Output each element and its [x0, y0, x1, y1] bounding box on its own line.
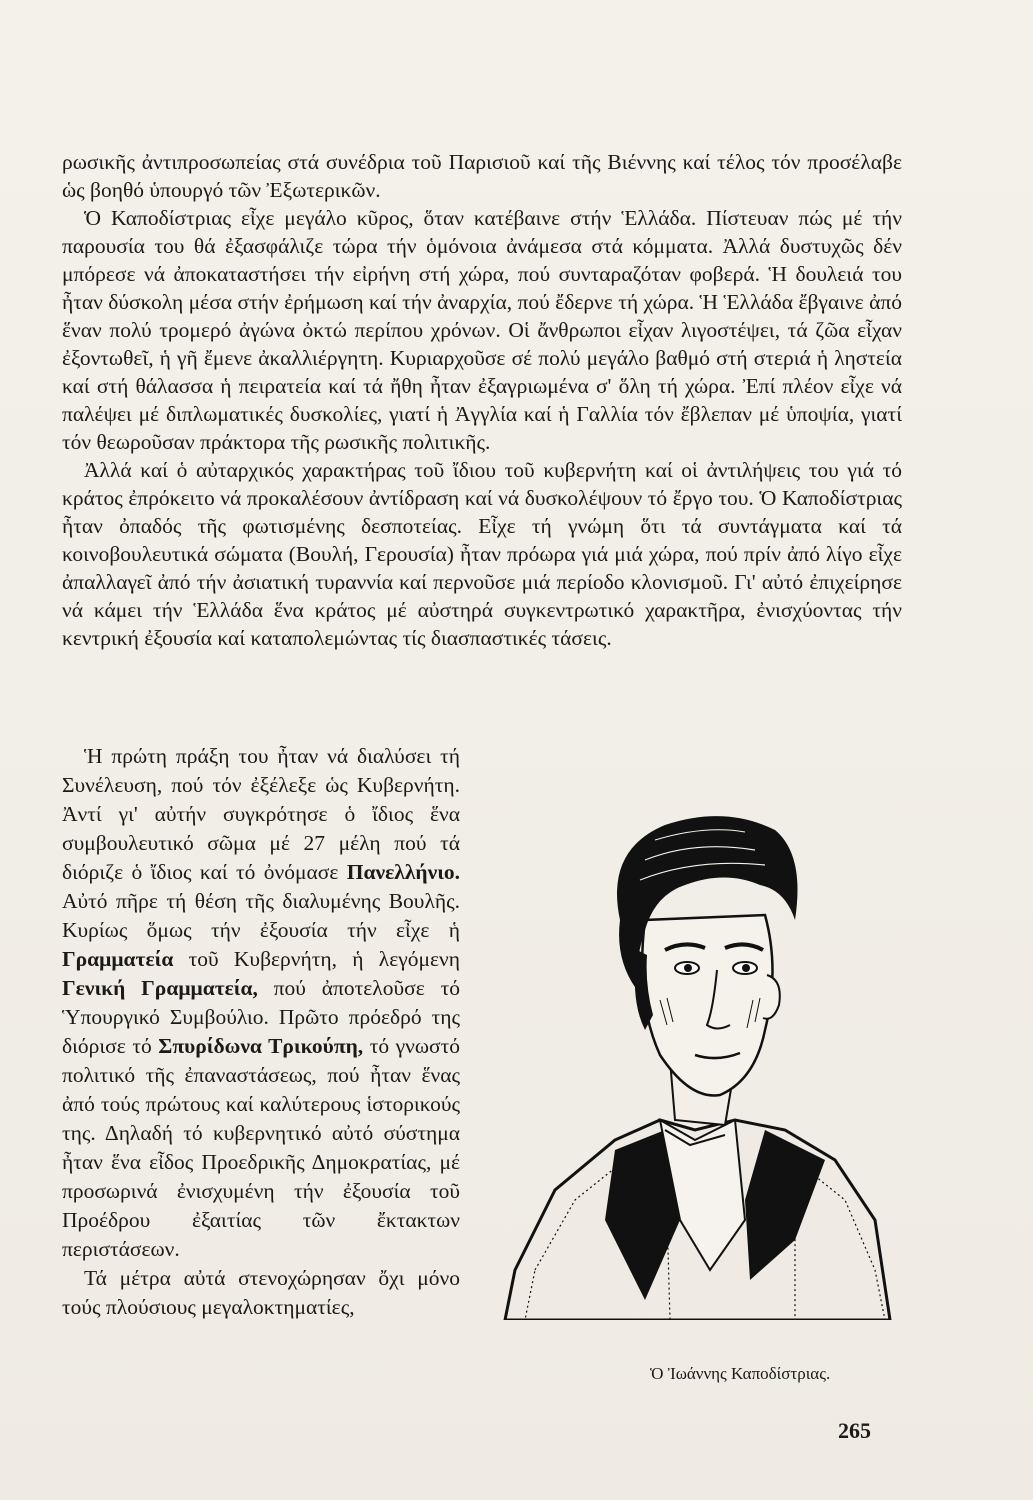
bold-term: Πανελλήνιο.: [346, 860, 460, 884]
column-text: [62, 742, 460, 1322]
text-run: τοῦ Κυβερνήτη, ἡ λεγόμενη: [173, 947, 460, 971]
text-run: πού ἀποτελοῦσε τό Ὑπουργικό Συμβούλιο. Πρῶτο πρόεδρό της διόρισε τό: [62, 976, 460, 1058]
portrait-illustration: [495, 800, 895, 1320]
text-run: Αὐτό πῆρε τή θέση τῆς διαλυμένης Βουλῆς. Κυρίως ὅμως τήν ἐξουσία τήν εἶχε ἡ: [62, 889, 460, 942]
paragraph: Τά μέτρα αὐτά στενοχώρησαν ὄχι μόνο τούς πλούσιους μεγαλοκτηματίες,: [62, 1266, 460, 1319]
paragraph: ρωσικῆς ἀντιπροσωπείας στά συνέδρια τοῦ Παρισιοῦ καί τῆς Βιέννης καί τέλος τόν προσέλαβε ὡς βοηθό ὑπουργό τῶν Ἐξωτερικῶν.: [62, 150, 902, 202]
full-width-text: [62, 148, 902, 652]
text-run: τό γνωστό πολιτικό τῆς ἐπαναστάσεως, πού ἦταν ἕνας ἀπό τούς πρώτους καί καλύτερους ἱστορικούς της. Δηλαδή τό κυβερνητικό αὐτό σύστημα ἦταν ἕνα εἶδος Προεδρικῆς Δημοκρατίας, μέ προσωρινά ἐνισχυμένη τήν ἐξουσία τοῦ Προέδρου ἐξαιτίας τῶν ἔκτακτων περιστάσεων.: [62, 1034, 461, 1261]
bold-term: Σπυρίδωνα Τρικούπη,: [158, 1034, 364, 1058]
paragraph: Ἀλλά καί ὁ αὐταρχικός χαρακτήρας τοῦ ἴδιου τοῦ κυβερνήτη καί οἱ ἀντιλήψεις του γιά τό κράτος ἐπρόκειτο νά προκαλέσουν ἀντίδραση καί νά δυσκολέψουν τό ἔργο του. Ὁ Καποδίστριας ἦταν ὀπαδός τῆς φωτισμένης δεσποτείας. Εἶχε τή γνώμη ὅτι τά συντάγματα καί τά κοινοβουλευτικά σώματα (Βουλή, Γερουσία) ἦταν πρόωρα γιά μιά χώρα, πού πρίν ἀπό λίγο εἶχε ἀπαλλαγεῖ ἀπό τήν ἀσιατική τυραννία καί περνοῦσε μιά περίοδο κλονισμοῦ. Γι' αὐτό ἐπιχείρησε νά κάμει τήν Ἑλλάδα ἕνα κράτος μέ αὐστηρά συγκεντρωτικό χαρακτῆρα, ἐνισχύοντας τήν κεντρική ἐξουσία καί καταπολεμώντας τίς διασπαστικές τάσεις.: [62, 458, 902, 650]
text-run: Ἡ πρώτη πράξη του ἦταν νά διαλύσει τή Συνέλευση, πού τόν ἐξέλεξε ὡς Κυβερνήτη. Ἀντί γι' αὐτήν συγκρότησε ὁ ἴδιος ἕνα συμβουλευτικό σῶμα μέ 27 μέλη πού τά διόριζε ὁ ἴδιος καί τό ὀνόμασε: [62, 744, 460, 884]
bold-term: Γενική Γραμματεία,: [62, 976, 258, 1000]
bold-term: Γραμματεία: [62, 947, 174, 971]
portrait-caption: Ὁ Ἰωάννης Καποδίστριας.: [650, 1364, 831, 1383]
paragraph: [62, 742, 460, 1264]
page-number: 265: [838, 1418, 871, 1443]
paragraph: Ὁ Καποδίστριας εἶχε μεγάλο κῦρος, ὅταν κατέβαινε στήν Ἑλλάδα. Πίστευαν πώς μέ τήν παρουσία του θά ἐξασφάλιζε τώρα τήν ὁμόνοια ἀνάμεσα στά κόμματα. Ἀλλά δυστυχῶς δέν μπόρεσε νά ἀποκαταστήσει τήν εἰρήνη στή χώρα, πού συνταραζόταν φοβερά. Ἡ δουλειά του ἦταν δύσκολη μέσα στήν ἐρήμωση καί τήν ἀναρχία, πού ἔδερνε τή χώρα. Ἡ Ἑλλάδα ἔβγαινε ἀπό ἕναν πολύ τρομερό ἀγώνα ὀκτώ περίπου χρόνων. Οἱ ἄνθρωποι εἶχαν λιγοστέψει, τά ζῶα εἶχαν ἐξοντωθεῖ, ἡ γῆ ἔμενε ἀκαλλιέργητη. Κυριαρχοῦσε σέ πολύ μεγάλο βαθμό στή στεριά ἡ ληστεία καί στή θάλασσα ἡ πειρατεία καί τά ἤθη ἦταν ἐξαγριωμένα σ' ὅλη τή χώρα. Ἐπί πλέον εἶχε νά παλέψει μέ διπλωματικές δυσκολίες, γιατί ἡ Ἀγγλία καί ἡ Γαλλία τόν ἔβλεπαν μέ ὑποψία, γιατί τόν θεωροῦσαν πράκτορα τῆς ρωσικῆς πολιτικῆς.: [62, 206, 902, 454]
